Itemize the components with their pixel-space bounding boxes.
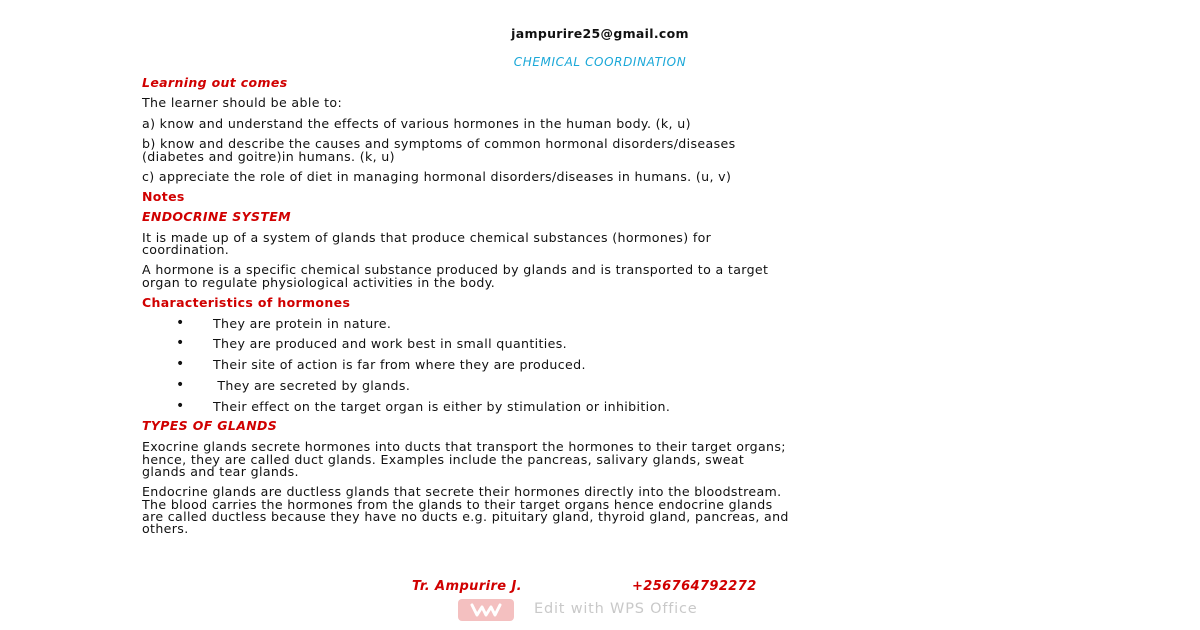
wps-edit-label[interactable]: Edit with WPS Office [534,601,698,617]
teacher-name: Tr. Ampurire J. [412,579,523,594]
types-of-glands-heading: TYPES OF GLANDS [142,418,278,433]
bullet-icon: • [176,356,185,372]
outcome-b-line1: b) know and describe the causes and symptoms of common hormonal disorders/diseases [142,136,736,151]
endocrine-line1: Endocrine glands are ductless glands that secrete their hormones directly into the bloodstream. [142,484,782,499]
learning-outcomes-heading: Learning out comes [142,75,288,90]
list-item-text: Their effect on the target organ is either by stimulation or inhibition. [213,399,671,414]
list-item-text: Their site of action is far from where they are produced. [213,357,586,372]
endocrine-line4: others. [142,521,189,536]
list-item-text: They are protein in nature. [213,316,392,331]
endocrine-def-line1: It is made up of a system of glands that produce chemical substances (hormones) for [142,230,712,245]
document-title: CHEMICAL COORDINATION [513,55,687,69]
exocrine-line1: Exocrine glands secrete hormones into ducts that transport the hormones to their target organs; [142,439,786,454]
learning-intro: The learner should be able to: [142,95,343,110]
list-item-text: They are produced and work best in small quantities. [213,336,568,351]
exocrine-line3: glands and tear glands. [142,464,299,479]
endocrine-def-line2: coordination. [142,242,230,257]
endocrine-system-heading: ENDOCRINE SYSTEM [142,209,291,224]
bullet-icon: • [176,315,185,331]
outcome-b-line2: (diabetes and goitre)in humans. (k, u) [142,149,395,164]
bullet-icon: • [176,377,185,393]
list-item-text: They are secreted by glands. [213,378,411,393]
hormone-def-line2: organ to regulate physiological activities in the body. [142,275,496,290]
wps-logo-icon [458,599,514,621]
endocrine-line2: The blood carries the hormones from the glands to their target organs hence endocrine glands [142,497,773,512]
bullet-icon: • [176,398,185,414]
endocrine-line3: are called ductless because they have no ducts e.g. pituitary gland, thyroid gland, pancreas, and [142,509,789,524]
notes-heading: Notes [142,189,185,204]
bullet-icon: • [176,335,185,351]
outcome-a: a) know and understand the effects of various hormones in the human body. (k, u) [142,116,691,131]
teacher-phone: +256764792272 [632,579,757,594]
wps-watermark[interactable] [458,597,778,623]
exocrine-line2: hence, they are called duct glands. Examples include the pancreas, salivary glands, sweat [142,452,745,467]
hormone-def-line1: A hormone is a specific chemical substance produced by glands and is transported to a target [142,262,769,277]
characteristics-heading: Characteristics of hormones [142,295,351,310]
outcome-c: c) appreciate the role of diet in managing hormonal disorders/diseases in humans. (u, v) [142,169,732,184]
author-email: jampurire25@gmail.com [511,26,689,41]
